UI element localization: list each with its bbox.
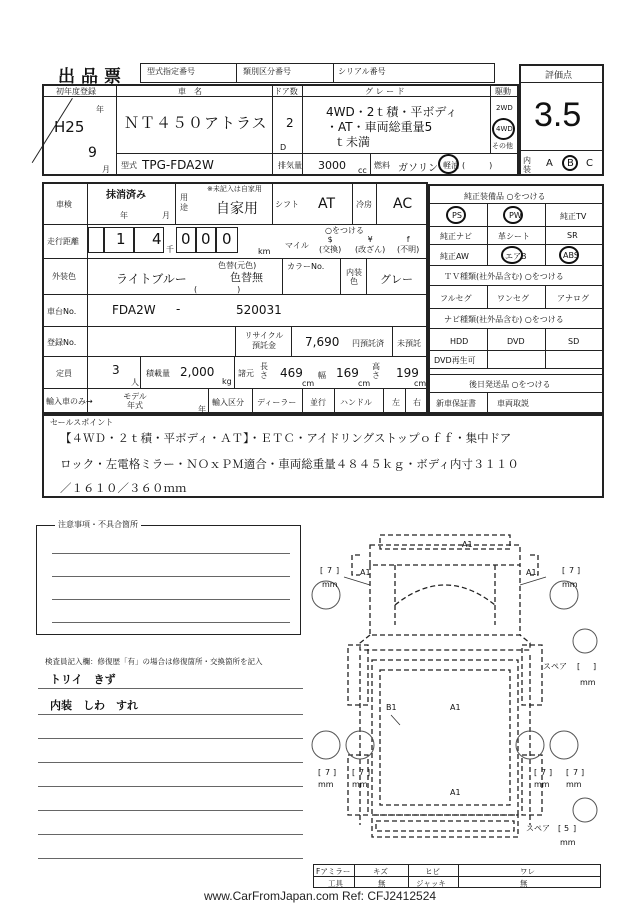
tv-analog: アナログ [557, 294, 589, 303]
recycle-unpaid: 未預託 [397, 339, 421, 348]
month-unit: 月 [102, 165, 110, 174]
mileage-circle-note: ○をつける [325, 226, 364, 235]
inspector-note-2: 内装 しわ すれ [50, 699, 138, 712]
tire-fl-mm: mm [322, 580, 338, 589]
chassis-label: 車台No. [47, 307, 77, 316]
notes-box [36, 525, 301, 635]
fuel-value: ガソリン [398, 163, 438, 174]
svg-text:]: ] [367, 768, 371, 777]
load-label: 積載量 [146, 369, 170, 378]
interior-grade-c: C [586, 158, 593, 169]
first-reg-label: 初年度登録 [56, 87, 96, 96]
navi-sd: SD [568, 337, 580, 346]
navi-hdd: HDD [450, 337, 469, 346]
fuel-label: 燃料 [374, 161, 390, 170]
interior-grade-b: B [567, 158, 574, 169]
spare-bottom-mm: mm [560, 838, 576, 847]
width-cm: cm [358, 379, 371, 388]
interior-score-label: 内装 [523, 156, 531, 174]
oem-abs-circle [559, 246, 579, 264]
vehicle-diagram [300, 525, 600, 865]
car-name-label: 車 名 [178, 87, 202, 96]
mileage-opt-exchange: $ (交換) [319, 235, 342, 254]
svg-text:]: ] [577, 566, 581, 575]
navi-header: ナビ種類(社外品含む) ○をつける [444, 315, 564, 324]
exterior-value: ライトブルー [116, 272, 187, 286]
doors-value: 2 [286, 116, 294, 130]
svg-text:]: ] [333, 768, 337, 777]
spare-top-label: スペア [543, 662, 567, 671]
use-label: 用途 [180, 193, 188, 212]
mileage-digit-1: 1 [116, 230, 126, 248]
tv-fullseg: フルセグ [440, 294, 472, 303]
mileage-thousand: 千 [166, 245, 174, 254]
mark-rear: A1 [450, 788, 461, 797]
chassis-dash: - [176, 302, 181, 316]
mark-cab-left: A1 [360, 568, 371, 577]
oem-pw-circle [503, 206, 523, 224]
oem-pw: PW [509, 211, 522, 220]
legend-v3: 無 [520, 879, 528, 888]
sales-line-2: ロック・左電格ミラー・ＮＯｘＰＭ適合・車両総重量４８４５ｋｇ・ボディ内寸３１１０ [60, 457, 519, 471]
svg-text:[: [ [558, 824, 562, 833]
ac-label: 冷房 [356, 200, 372, 209]
spare-top-mm: mm [580, 678, 596, 687]
svg-text:[: [ [534, 768, 538, 777]
color-change-label: 色替(元色) [218, 261, 257, 270]
displacement-value: 3000 [318, 159, 346, 172]
height-cm: cm [414, 379, 427, 388]
drive-label: 駆動 [495, 87, 511, 96]
navi-dvd-play: DVD再生可 [434, 356, 476, 365]
svg-text:[: [ [352, 768, 356, 777]
recycle-label: リサイクル預託金 [244, 331, 284, 350]
tire-rr2-value: 7 [573, 768, 579, 777]
model-label: 型式 [121, 161, 137, 170]
after-manual: 車両取説 [497, 399, 529, 408]
color-change-paren: ( ) [194, 285, 241, 294]
legend-v2: ジャッキ [416, 879, 446, 888]
after-warranty: 新車保証書 [436, 399, 476, 408]
model-cert-label: 型式指定番号 [147, 67, 195, 76]
height-label: 高さ [372, 362, 380, 380]
load-value: 2,000 [180, 365, 215, 379]
svg-text:]: ] [549, 768, 553, 777]
length-label: 長さ [260, 362, 268, 380]
import-label: 輸入車のみ→ [46, 397, 93, 406]
inspector-label: 検査員記入欄：修復歴「有」の場合は修復箇所・交換箇所を記入 [45, 657, 263, 666]
after-header: 後日発送品 ○をつける [469, 380, 551, 389]
import-year-unit: 年 [198, 405, 206, 414]
handle-label: ハンドル [340, 398, 372, 407]
tire-rl2-value: 7 [359, 768, 365, 777]
displacement-label: 排気量 [278, 161, 302, 170]
capacity-label: 定員 [56, 369, 72, 378]
svg-text:[: [ [320, 566, 324, 575]
use-value: 自家用 [216, 201, 258, 217]
serial-label: シリアル番号 [338, 67, 386, 76]
tire-rr1-value: 7 [541, 768, 547, 777]
tire-rl2-mm: mm [352, 780, 368, 789]
exterior-label: 外装色 [52, 272, 76, 281]
mileage-digit-4: 0 [201, 230, 211, 248]
model-year-label: モデル年式 [123, 392, 147, 410]
mileage-digit-5: 0 [222, 230, 232, 248]
sales-line-3: ／１６１０／３６０ｍｍ [60, 481, 187, 495]
legend-h3: ヒビ [425, 867, 440, 876]
height-value: 199 [396, 366, 419, 380]
notes-label: 注意事項・不具合箇所 [55, 519, 141, 530]
drive-4wd: 4WD [496, 125, 513, 133]
cc-unit: cc [358, 166, 367, 175]
mark-bed-center: A1 [450, 703, 461, 712]
dims-label: 諸元 [238, 369, 254, 378]
capacity-persons: 3 [112, 363, 120, 377]
color-code-label: カラーNo. [287, 262, 325, 271]
mark-bed-left: B1 [386, 703, 397, 712]
legend-h2: キズ [373, 867, 388, 876]
mileage-opt-unknown: f (不明) [397, 235, 420, 254]
interior-grade-a: A [546, 158, 553, 169]
svg-text:]: ] [573, 824, 577, 833]
svg-text:[: [ [577, 662, 581, 671]
oem-tv: 純正TV [560, 212, 587, 221]
score-value: 3.5 [534, 96, 582, 134]
width-value: 169 [336, 366, 359, 380]
ac-value: AC [393, 196, 413, 212]
legend-h4: ワレ [520, 867, 535, 876]
inspection-month: 月 [162, 211, 170, 220]
width-label: 幅 [318, 371, 326, 380]
tire-rl1-mm: mm [318, 780, 334, 789]
year-unit: 年 [96, 105, 104, 114]
drive-2wd: 2WD [496, 104, 513, 112]
color-change-value: 色替無 [230, 271, 263, 284]
grade-line-3: ｔ未満 [334, 135, 371, 149]
fuel-circle [438, 154, 459, 174]
footer-ref: www.CarFromJapan.com Ref: CFJ2412524 [203, 889, 437, 903]
tire-fr-mm: mm [562, 580, 578, 589]
mileage-km: km [258, 247, 271, 256]
fuel-diesel: 軽油 [443, 161, 459, 170]
use-note: ※未記入は自家用 [207, 185, 262, 193]
tire-rr1-mm: mm [534, 780, 550, 789]
interior-grade-circle [562, 155, 578, 171]
mileage-digit-2: 4 [152, 230, 162, 248]
car-name-value: ＮＴ４５０アトラス [124, 114, 268, 132]
doors-label: ドア数 [274, 87, 298, 96]
svg-text:]: ] [336, 566, 340, 575]
drive-4wd-circle [492, 118, 515, 140]
oem-aw: 純正AW [440, 252, 469, 261]
spare-bottom-label: スペア [526, 824, 550, 833]
oem-leather: 革シート [498, 232, 530, 241]
recycle-value: 7,690 [305, 335, 340, 349]
svg-text:[: [ [566, 768, 570, 777]
tire-fr-value: 7 [569, 566, 575, 575]
import-dealer: ディーラー [257, 398, 297, 407]
svg-text:]: ] [581, 768, 585, 777]
grade-label: グ レ ー ド [365, 87, 405, 96]
drive-other: その他 [492, 142, 513, 150]
document-title: 出品票 [58, 67, 127, 87]
interior-color-value: グレー [380, 273, 413, 286]
grade-line-1: 4WD・2ｔ積・平ボディ [326, 105, 458, 119]
model-value: TPG-FDA2W [142, 158, 214, 172]
inspection-label: 車検 [56, 200, 72, 209]
inspection-status: 抹消済み [106, 190, 146, 201]
era-value: H25 [54, 118, 85, 136]
chassis-number: 520031 [236, 303, 282, 317]
class-label: 類別区分番号 [243, 67, 291, 76]
legend-row-label: 工具 [328, 879, 343, 888]
chassis-prefix: FDA2W [112, 303, 156, 317]
tire-rl1-value: 7 [325, 768, 331, 777]
oem-airbag: エアB [505, 252, 527, 261]
svg-text:]: ] [593, 662, 597, 671]
import-parallel: 並行 [310, 398, 326, 407]
shift-value: AT [318, 196, 336, 212]
length-cm: cm [302, 379, 315, 388]
length-value: 469 [280, 366, 303, 380]
mark-front: A1 [462, 540, 473, 549]
mileage-digit-3: 0 [181, 230, 191, 248]
oem-header: 純正装備品 ○をつける [464, 192, 546, 201]
inspection-year: 年 [120, 211, 128, 220]
month-value: 9 [88, 145, 97, 161]
fuel-paren: ( ) [462, 161, 493, 170]
import-class-label: 輸入区分 [212, 398, 244, 407]
capacity-person-unit: 人 [131, 378, 139, 387]
inspector-note-1: トリイ きず [50, 673, 116, 686]
oem-navi: 純正ナビ [440, 232, 472, 241]
mileage-label: 走行距離 [47, 237, 79, 246]
oem-abs: ABS [563, 251, 579, 260]
grade-line-2: ・AT・車両総重量5 [326, 120, 433, 134]
svg-text:[: [ [318, 768, 322, 777]
recycle-unit: 円預託済 [352, 339, 384, 348]
handle-right: 右 [413, 398, 421, 407]
score-label: 評価点 [545, 71, 573, 81]
oem-airbag-circle [501, 246, 523, 264]
shift-label: シフト [275, 200, 299, 209]
load-kg: kg [222, 377, 232, 386]
oem-ps-circle [446, 206, 466, 224]
door-unit: D [280, 143, 287, 152]
oem-sr: SR [567, 231, 578, 240]
svg-text:[: [ [562, 566, 566, 575]
navi-dvd: DVD [507, 337, 525, 346]
mileage-unit-label: マイル [285, 241, 309, 250]
tv-header: ＴＶ種類(社外品含む) ○をつける [444, 272, 564, 281]
mark-cab-right: A1 [526, 568, 537, 577]
tire-fl-value: 7 [327, 566, 333, 575]
mileage-opt-tampered: ¥ (改ざん) [355, 235, 386, 254]
spare-bottom-value: 5 [564, 824, 570, 833]
legend-h1: Fアミラー [316, 867, 351, 876]
oem-ps: PS [452, 211, 462, 220]
sales-points-label: セールスポイント [50, 418, 114, 427]
tire-rr2-mm: mm [566, 780, 582, 789]
handle-left: 左 [392, 398, 400, 407]
interior-color-label: 内装色 [346, 268, 362, 286]
tv-oneseg: ワンセグ [497, 294, 529, 303]
sales-line-1: 【４ＷＤ・２ｔ積・平ボディ・ＡＴ】・ＥＴＣ・アイドリングストップｏｆｆ・集中ドア [60, 431, 512, 445]
registration-label: 登録No. [47, 338, 77, 347]
legend-v1: 無 [378, 879, 386, 888]
